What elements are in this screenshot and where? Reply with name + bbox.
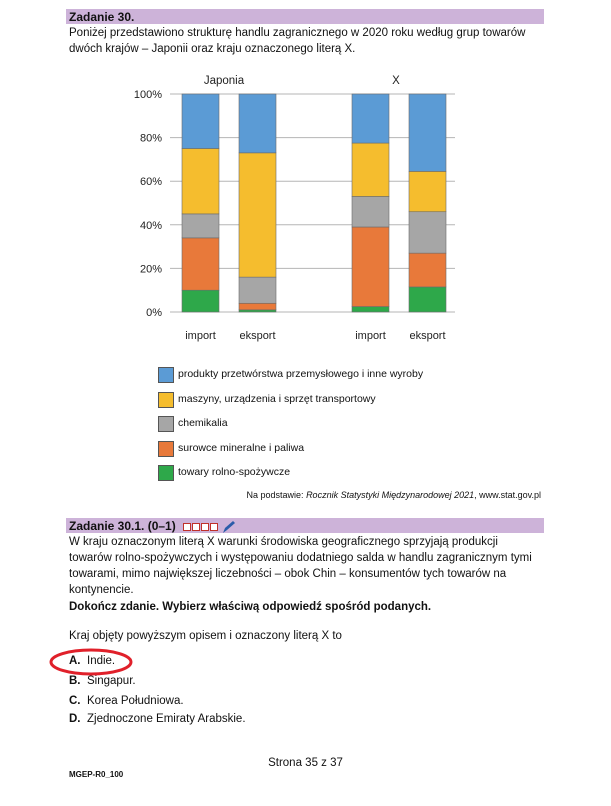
trade-structure-chart	[0, 0, 611, 360]
option-d-letter: D.	[69, 713, 81, 725]
y-tick-label: 100%	[133, 89, 162, 101]
option-a-letter: A.	[69, 655, 81, 667]
task-30-title: Zadanie 30.	[69, 10, 135, 24]
answer-circle-mark	[48, 646, 148, 678]
bar-segment	[352, 143, 389, 196]
legend-label: produkty przetwórstwa przemysłowego i inne wyroby	[178, 368, 424, 380]
y-tick-label: 60%	[139, 176, 162, 189]
legend-swatch	[158, 392, 174, 408]
x-category-label: eksport	[239, 330, 276, 342]
legend-swatch	[158, 416, 174, 432]
bar-segment	[182, 238, 219, 290]
task-30-1-body-line-2: towarów rolno-spożywczych i występowaniu dodatniego salda w handlu zagranicznym tymi	[69, 552, 532, 564]
bar-segment	[239, 303, 276, 310]
task-30-1-body-line-1: W kraju oznaczonym literą X warunki środowiska geograficznego sprzyjają produkcji	[69, 536, 498, 548]
y-tick-label: 0%	[146, 307, 162, 319]
bar-segment	[182, 149, 219, 214]
legend-label: maszyny, urządzenia i sprzęt transportowy	[178, 392, 376, 405]
task-30-1-body-line-3: towarami, mimo największej liczebności – obok Chin – konsumentów tych towarów na	[69, 568, 507, 580]
task-30-intro-line-1: Poniżej przedstawiono strukturę handlu zagranicznego w 2020 roku według grup towarów	[69, 27, 526, 39]
x-category-label: import	[355, 330, 386, 342]
bar-segment	[239, 94, 276, 153]
legend-swatch	[158, 441, 174, 457]
task-30-1-title: Zadanie 30.1. (0–1)	[69, 519, 176, 533]
bar-segment	[239, 153, 276, 277]
bar-segment	[239, 277, 276, 303]
option-d-text: Zjednoczone Emiraty Arabskie.	[87, 713, 246, 725]
group-label: Japonia	[203, 75, 245, 87]
legend-swatch	[158, 465, 174, 481]
option-c-letter: C.	[69, 695, 81, 707]
group-label: X	[392, 75, 400, 87]
bar-segment	[239, 310, 276, 312]
source-suffix: , www.stat.gov.pl	[474, 490, 541, 500]
bar-segment	[352, 307, 389, 312]
source-note	[247, 490, 541, 500]
option-d[interactable]	[69, 713, 246, 725]
bar-segment	[182, 214, 219, 238]
x-category-label: import	[185, 330, 216, 342]
option-a-text: Indie.	[87, 655, 116, 667]
task-30-1-title-row	[69, 519, 236, 534]
bar-segment	[409, 94, 446, 171]
scoring-boxes	[183, 520, 219, 534]
bar-segment	[352, 94, 389, 143]
option-b-text: Singapur.	[87, 675, 136, 687]
source-prefix: Na podstawie:	[246, 490, 307, 500]
legend-label: chemikalia	[178, 417, 228, 429]
legend-label: towary rolno-spożywcze	[178, 466, 291, 478]
pen-icon	[222, 520, 236, 534]
task-30-1-instruction: Dokończ zdanie. Wybierz właściwą odpowiedź spośród podanych.	[69, 601, 432, 613]
option-c-text: Korea Południowa.	[87, 695, 184, 707]
bar-segment	[409, 171, 446, 211]
bar-segment	[182, 290, 219, 312]
option-b-letter: B.	[69, 675, 81, 687]
bar-segment	[409, 212, 446, 253]
task-30-intro-line-2: dwóch krajów – Japonii oraz kraju oznaczonego literą X.	[69, 43, 356, 55]
bar-segment	[409, 287, 446, 312]
task-30-1-body-line-4: kontynencie.	[69, 584, 134, 596]
bar-segment	[409, 253, 446, 287]
y-tick-label: 20%	[139, 263, 162, 276]
bar-segment	[352, 196, 389, 227]
x-category-label: eksport	[409, 330, 446, 342]
page-number: Strona 35 z 37	[268, 757, 343, 769]
bar-segment	[182, 94, 219, 149]
y-tick-label: 80%	[139, 132, 162, 145]
option-c[interactable]	[69, 695, 184, 707]
task-30-1-stem: Kraj objęty powyższym opisem i oznaczony literą X to	[69, 630, 342, 642]
bar-segment	[352, 227, 389, 307]
source-title: Rocznik Statystyki Międzynarodowej 2021	[306, 490, 475, 500]
legend-swatch	[158, 367, 174, 383]
document-code: MGEP-R0_100	[69, 770, 124, 779]
legend-label: surowce mineralne i paliwa	[178, 441, 305, 454]
y-tick-label: 40%	[139, 219, 162, 232]
